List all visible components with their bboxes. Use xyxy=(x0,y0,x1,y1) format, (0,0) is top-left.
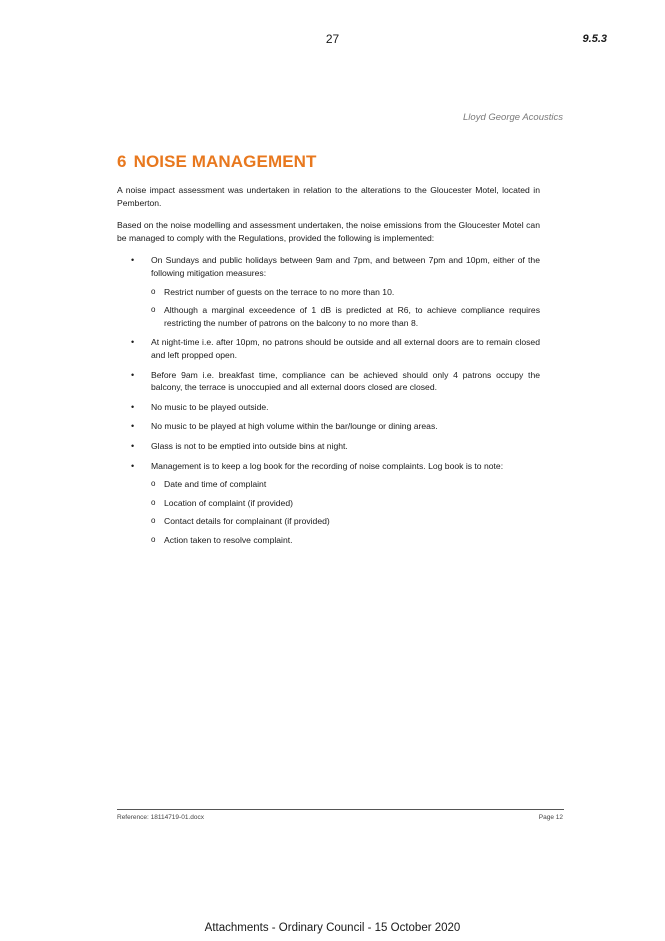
list-item xyxy=(117,369,540,394)
list-item xyxy=(117,460,540,547)
circle-bullet-icon: o xyxy=(151,479,156,489)
bullet-icon: • xyxy=(131,440,135,451)
sub-list-item-text: Restrict number of guests on the terrace to no more than 10. xyxy=(164,286,395,297)
circle-bullet-icon: o xyxy=(151,286,156,296)
sub-list-item-text: Action taken to resolve complaint. xyxy=(164,534,293,545)
intro-paragraph: A noise impact assessment was undertaken in relation to the alterations to the Gloucester Motel, located in Pemberton. xyxy=(117,185,540,208)
agenda-item-reference: 9.5.3 xyxy=(582,33,607,45)
list-item xyxy=(117,420,540,433)
bullet-icon: • xyxy=(131,337,135,348)
document-reference: Reference: 18114719-01.docx xyxy=(117,814,204,821)
footer-divider xyxy=(117,809,564,810)
bullet-icon: • xyxy=(131,421,135,432)
sub-list xyxy=(151,286,540,330)
list-item-text: Before 9am i.e. breakfast time, compliance can be achieved should only 4 patrons occupy the balcony, the terrace is unoccupied and all external doors closed are closed. xyxy=(151,369,540,393)
footer-page-number: Page 12 xyxy=(538,814,563,821)
list-item xyxy=(117,254,540,329)
sub-list-item xyxy=(151,515,540,528)
lead-paragraph: Based on the noise modelling and assessment undertaken, the noise emissions from the Gloucester Motel can be managed to comply with the Regulations, provided the following is implemented: xyxy=(117,220,540,243)
bullet-icon: • xyxy=(131,401,135,412)
circle-bullet-icon: o xyxy=(151,534,156,544)
list-item-text: Management is to keep a log book for the recording of noise complaints. Log book is to note: xyxy=(151,460,504,471)
attachment-caption: Attachments - Ordinary Council - 15 October 2020 xyxy=(204,922,461,934)
list-item xyxy=(117,336,540,361)
circle-bullet-icon: o xyxy=(151,516,156,526)
bullet-icon: • xyxy=(131,369,135,380)
sub-list xyxy=(151,478,540,546)
sub-list-item-text: Contact details for complainant (if provided) xyxy=(164,516,330,527)
list-item xyxy=(117,440,540,453)
sub-list-item-text: Date and time of complaint xyxy=(164,479,267,490)
list-item-text: No music to be played at high volume within the bar/lounge or dining areas. xyxy=(151,421,438,432)
circle-bullet-icon: o xyxy=(151,497,156,507)
page-number: 27 xyxy=(325,32,340,46)
circle-bullet-icon: o xyxy=(151,305,156,315)
sub-list-item-text: Location of complaint (if provided) xyxy=(164,497,293,508)
list-item-text: At night-time i.e. after 10pm, no patrons should be outside and all external doors are to remain closed and left propped open. xyxy=(151,337,540,360)
list-item-text: No music to be played outside. xyxy=(151,401,269,412)
sub-list-item xyxy=(151,286,540,299)
section-body xyxy=(117,184,540,553)
bullet-icon: • xyxy=(131,255,135,266)
list-item xyxy=(117,401,540,414)
measures-list xyxy=(117,254,540,546)
sub-list-item xyxy=(151,304,540,329)
section-heading xyxy=(117,152,317,172)
list-item-text: Glass is not to be emptied into outside bins at night. xyxy=(151,440,348,451)
section-title: NOISE MANAGEMENT xyxy=(133,152,317,171)
sub-list-item-text: Although a marginal exceedence of 1 dB is predicted at R6, to achieve compliance requires restricting the number of patrons on the balcony to no more than 8. xyxy=(164,305,540,328)
sub-list-item xyxy=(151,534,540,547)
bullet-icon: • xyxy=(131,460,135,471)
company-name: Lloyd George Acoustics xyxy=(463,112,563,123)
sub-list-item xyxy=(151,478,540,491)
list-item-text: On Sundays and public holidays between 9am and 7pm, and between 7pm and 10pm, either of the following mitigation measures: xyxy=(151,255,540,278)
sub-list-item xyxy=(151,497,540,510)
section-number: 6 xyxy=(117,152,127,171)
